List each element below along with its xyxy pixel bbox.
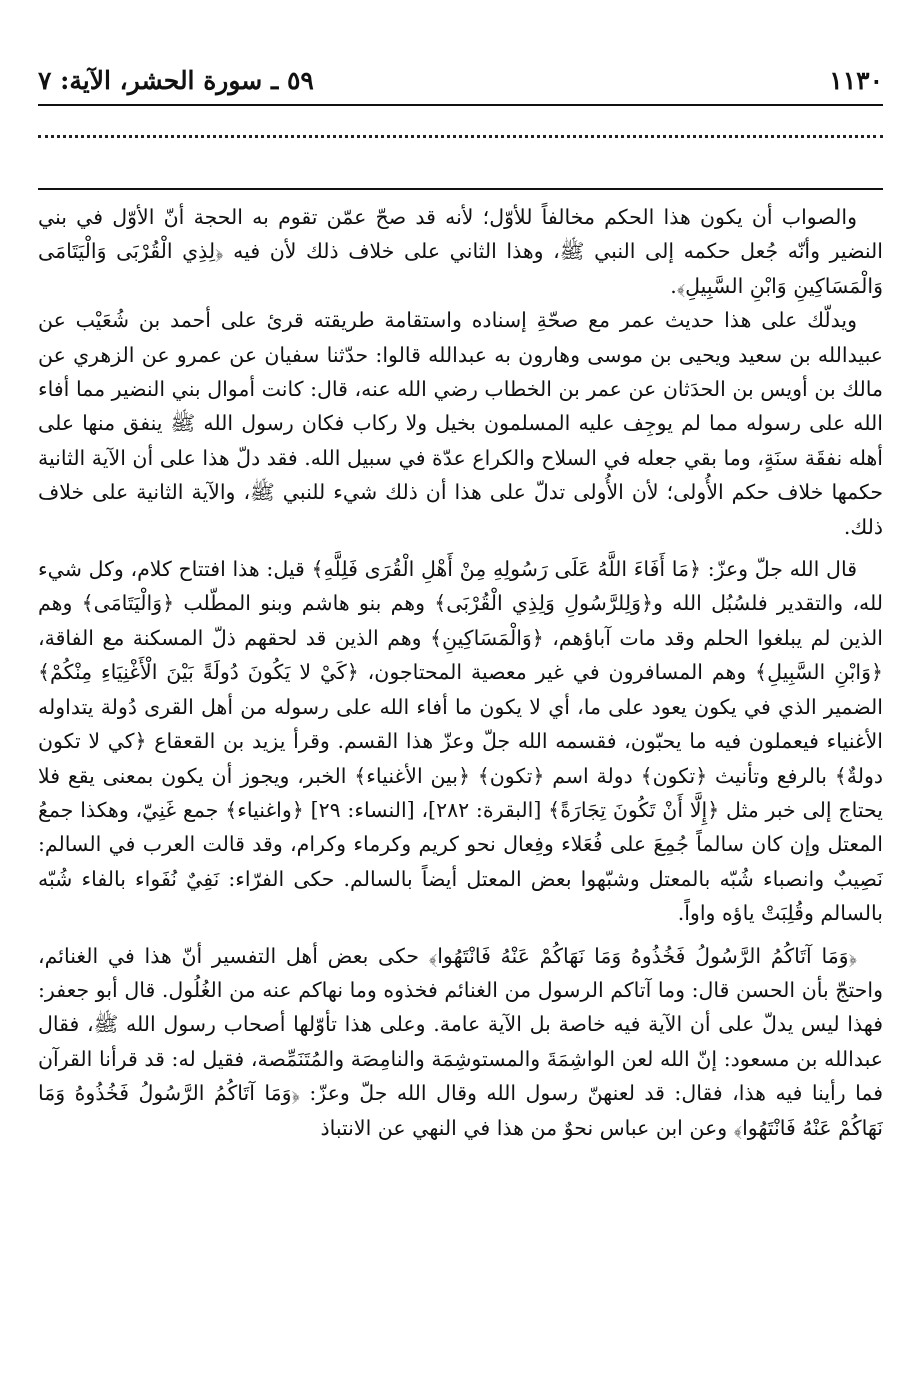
paragraph: والصواب أن يكون هذا الحكم مخالفاً للأوّل؛ لأنه قد صحّ عمّن تقوم به الحجة أنّ الأوّل في بني النضير وأنّه جُعل حكمه إلى النبي ﷺ، وهذا الثاني على خلاف ذلك لأن فيه ﴿لِذِي الْقُرْبَى وَالْيَتَامَى وَالْمَسَاكِينِ وَابْنِ السَّبِيلِ﴾. [38, 205, 883, 298]
page [38, 0, 883, 1393]
section-rule [38, 188, 883, 190]
paragraph: ويدلّك على هذا حديث عمر مع صحّةِ إسناده واستقامة طريقته قرئ على أحمد بن شُعَيْب عن عبيدالله بن سعيد ويحيى بن موسى وهارون به عبدالله قالوا: حدّثنا سفيان عن عمرو عن الزهري عن مالك بن أويس بن الحدَثان عن عمر بن الخطاب رضي الله عنه، قال: كانت أموال بني النضير مما أفاء الله على رسوله مما لم يوجِف عليه المسلمون بخيل ولا ركاب فكان رسول الله ﷺ ينفق منها على أهله نفقَة سنَةٍ، وما بقي جعله في السلاح والكراع عدّة في سبيل الله. فقد دلّ هذا على أن الآية الثانية حكمها خلاف حكم الأُولى؛ لأن الأُولى تدلّ على هذا أن ذلك شيء للنبي ﷺ، والآية الثانية على خلاف ذلك. [38, 308, 883, 539]
surah-reference: ٥٩ ـ سورة الحشر، الآية: ٧ [38, 65, 314, 95]
paragraph: قال الله جلّ وعزّ: ﴿مَا أَفَاءَ اللَّهُ عَلَى رَسُولِهِ مِنْ أَهْلِ الْقُرَى فَلِلَّهِ﴾ قيل: هذا افتتاح كلام، وكل شيء لله، والتقدير فلسُبُل الله و﴿وَلِلرَّسُولِ وَلِذِي الْقُرْبَى﴾ وهم بنو هاشم وبنو المطّلب ﴿وَالْيَتَامَى﴾ وهم الذين لم يبلغوا الحلم وقد مات آباؤهم، ﴿وَالْمَسَاكِينِ﴾ وهم الذين قد لحقهم ذلّ المسكنة مع الفاقة، ﴿وَابْنِ السَّبِيلِ﴾ وهم المسافرون في غير معصية المحتاجون، ﴿كَيْ لا يَكُونَ دُولَةً بَيْنَ الْأَغْنِيَاءِ مِنْكُمْ﴾ الضمير الذي في يكون يعود على ما، أي لا يكون ما أفاء الله على رسوله من أهل القرى دُولة يتداوله الأغنياء فيعملون فيه ما يحبّون، فقسمه الله جلّ وعزّ هذا القسم. وقرأ يزيد بن القعقاع ﴿كي لا تكون دولةٌ﴾ بالرفع وتأنيث ﴿تكون﴾ دولة اسم ﴿تكون﴾ ﴿بين الأغنياء﴾ الخبر، ويجوز أن يكون بمعنى يقع فلا يحتاج إلى خبر مثل ﴿إِلَّا أَنْ تَكُونَ تِجَارَةً﴾ [البقرة: ٢٨٢]، [النساء: ٢٩] ﴿واغنياء﴾ جمع غَنِيّ، وهكذا جمعُ المعتل وإن كان سالماً جُمِعَ على فُعَلاء وفِعال نحو كريم وكرماء وكرام، وقد قالت العرب في السالم: نَصِيبٌ وانصباء شُبّه بالمعتل وشبّهوا بعض المعتل أيضاً بالسالم. حكى الفرّاء: نَفِيٌ نُفَواء بالفاء شُبّه بالسالم وقُلِبَتْ ياؤه واواً. [38, 557, 883, 926]
paragraph: ﴿وَمَا آتَاكُمُ الرَّسُولُ فَخُذُوهُ وَمَا نَهَاكُمْ عَنْهُ فَانْتَهُوا﴾ حكى بعض أهل التفسير أنّ هذا في الغنائم، واحتجّ بأن الحسن قال: وما آتاكم الرسول من الغنائم فخذوه وما نهاكم عنه من الغُلُول. قال أبو جعفر: فهذا ليس يدلّ على أن الآية فيه خاصة بل الآية عامة. وعلى هذا تأوّلها أصحاب رسول الله ﷺ، فقال عبدالله بن مسعود: إنّ الله لعن الواشِمَةَ والمستوشِمَة والنامِصَة والمُتَنَمِّصة، فقيل له: قد قرأنا القرآن فما رأينا فيه هذا، فقال: قد لعنهنّ رسول الله وقال الله جلّ وعزّ: ﴿وَمَا آتَاكُمُ الرَّسُولُ فَخُذُوهُ وَمَا نَهَاكُمْ عَنْهُ فَانْتَهُوا﴾ وعن ابن عباس نحوٌ من هذا في النهي عن الانتباذ [38, 943, 883, 1140]
body-text [38, 200, 883, 1380]
page-number: ١١٣٠ [829, 65, 883, 95]
header-rule [38, 104, 883, 106]
running-header [38, 60, 883, 100]
dotted-separator [38, 135, 883, 156]
